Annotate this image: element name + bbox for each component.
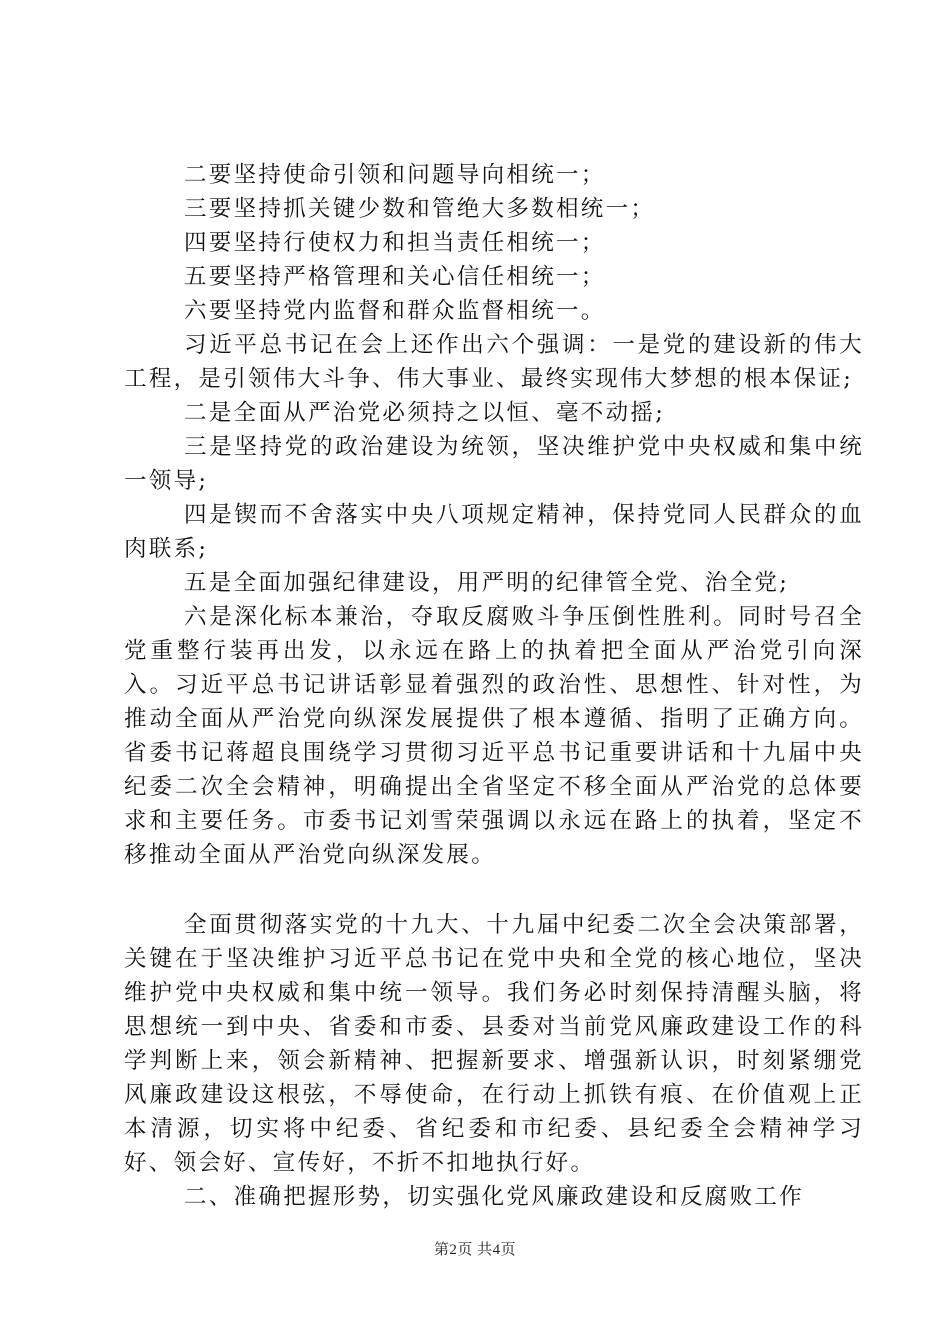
page-number-label: 第2页 共4页 (433, 1242, 517, 1258)
page-footer (0, 1238, 950, 1259)
paragraph: 四是锲而不舍落实中央八项规定精神，保持党同人民群众的血肉联系; (124, 502, 864, 562)
paragraph: 三要坚持抓关键少数和管绝大多数相统一； (184, 196, 656, 222)
document-body (124, 158, 864, 1214)
section-heading: 二、准确把握形势，切实强化党风廉政建设和反腐败工作 (184, 1184, 805, 1210)
paragraph: 六要坚持党内监督和群众监督相统一。 (184, 298, 606, 324)
paragraph: 二要坚持使命引领和问题导向相统一； (184, 162, 606, 188)
paragraph: 二是全面从严治党必须持之以恒、毫不动摇; (184, 400, 666, 426)
paragraph: 五要坚持严格管理和关心信任相统一； (184, 264, 606, 290)
paragraph: 四要坚持行使权力和担当责任相统一； (184, 230, 606, 256)
paragraph: 全面贯彻落实党的十九大、十九届中纪委二次全会决策部署，关键在于坚决维护习近平总书记在党中央和全党的核心地位，坚决维护党中央权威和集中统一领导。我们务必时刻保持清醒头脑，将思想统一到中央、省委和市委、县委对当前党风廉政建设工作的科学判断上来，领会新精神、把握新要求、增强新认识，时刻紧绷党风廉政建设这根弦，不辱使命，在行动上抓铁有痕、在价值观上正本清源，切实将中纪委、省纪委和市纪委、县纪委全会精神学习好、领会好、宣传好，不折不扣地执行好。 (124, 912, 864, 1176)
paragraph: 习近平总书记在会上还作出六个强调：一是党的建设新的伟大工程，是引领伟大斗争、伟大事业、最终实现伟大梦想的根本保证; (124, 332, 864, 392)
paragraph: 六是深化标本兼治，夺取反腐败斗争压倒性胜利。同时号召全党重整行装再出发，以永远在路上的执着把全面从严治党引向深入。习近平总书记讲话彰显着强烈的政治性、思想性、针对性，为推动全面从严治党向纵深发展提供了根本遵循、指明了正确方向。省委书记蒋超良围绕学习贯彻习近平总书记重要讲话和十九届中央纪委二次全会精神，明确提出全省坚定不移全面从严治党的总体要求和主要任务。市委书记刘雪荣强调以永远在路上的执着，坚定不移推动全面从严治党向纵深发展。 (124, 604, 864, 868)
paragraph: 三是坚持党的政治建设为统领，坚决维护党中央权威和集中统一领导; (124, 434, 864, 494)
paragraph: 五是全面加强纪律建设，用严明的纪律管全党、治全党; (184, 570, 790, 596)
